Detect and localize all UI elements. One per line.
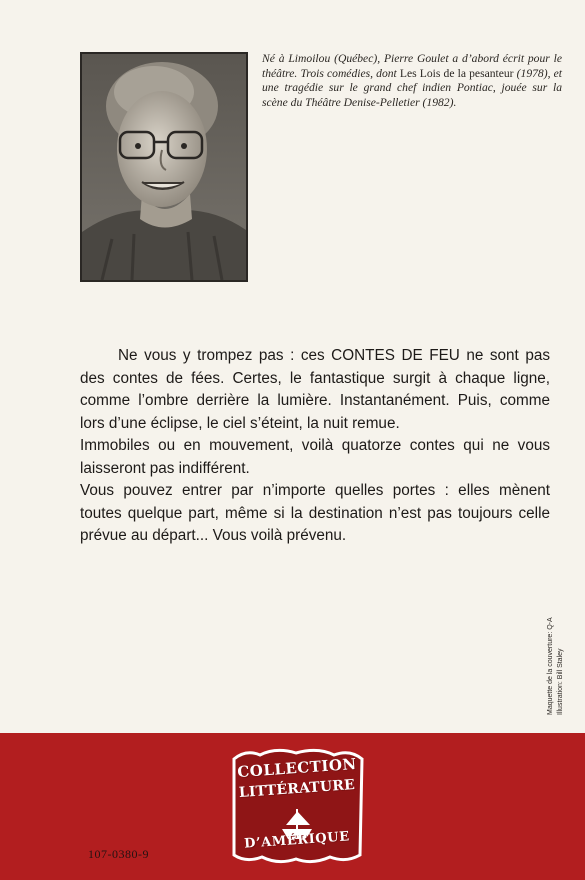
logo-line-2: LITTÉRATURE — [238, 776, 356, 802]
cover-credits — [546, 585, 570, 715]
blurb-paragraph-1: Ne vous y trompez pas : ces CONTES DE FEU ne sont pas des contes de fées. Certes, le fantastique surgit à chaque ligne, comme l’ombre derrière la lumière. Instantanément. Puis, comme lors d’une éclipse, le ciel s’éteint, la nuit remue. — [80, 347, 550, 432]
blurb-paragraph-3: Vous pouvez entrer par n’importe quelles portes : elles mènent toutes quelque part, même si la destination n’est pas toujours celle prévue au départ... Vous voilà prévenu. — [80, 482, 550, 544]
author-photo — [80, 52, 248, 282]
bio-part-1: Né à Limoilou (Québec), Pierre Goulet a d’abord écrit pour le théâtre. Trois comédies, dont — [262, 52, 562, 80]
author-bio — [262, 52, 562, 110]
blurb-paragraph-2: Immobiles ou en mouvement, voilà quatorze contes qui ne vous laisseront pas indifférent. — [80, 437, 550, 477]
logo-line-3: D’AMÉRIQUE — [243, 829, 351, 852]
blurb — [80, 345, 550, 548]
bio-part-2: (1978), et une tragédie sur le grand chef indien Pontiac, jouée sur la scène du Théâtre Denise-Pelletier (1982). — [262, 66, 562, 109]
collection-logo — [226, 745, 368, 867]
logo-line-1: COLLECTION — [236, 754, 358, 782]
credit-design: Maquette de la couverture: Q-A — [547, 617, 554, 715]
credit-illustration: Illustration: Bill Staley — [557, 648, 564, 715]
bio-book-title: Les Lois de la pesanteur — [399, 66, 514, 80]
isbn-code: 107-0380-9 — [88, 847, 149, 861]
